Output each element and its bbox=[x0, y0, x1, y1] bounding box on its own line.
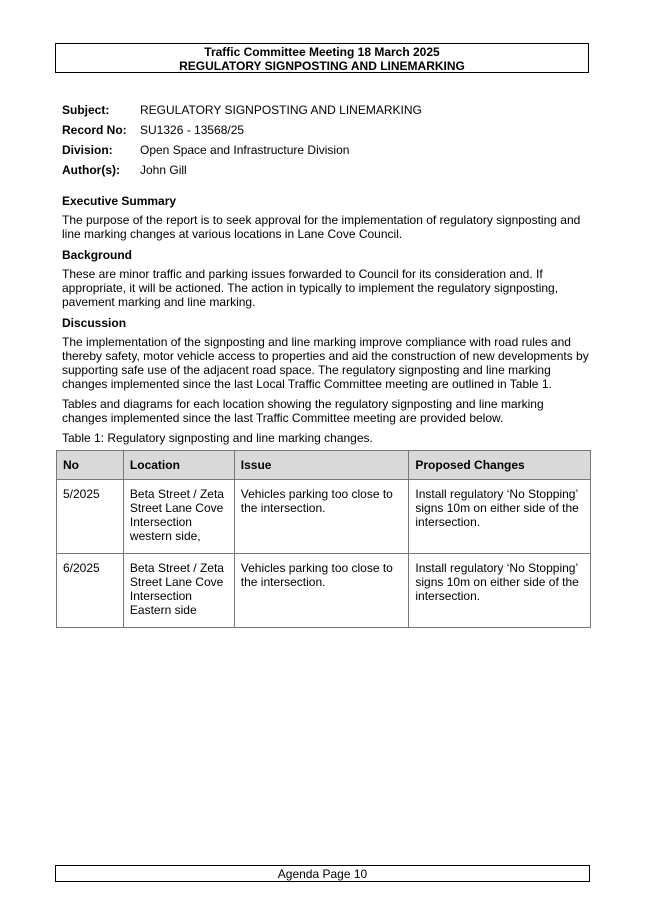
meta-value: John Gill bbox=[140, 163, 187, 177]
meta-label: Division: bbox=[62, 143, 113, 157]
cell-location: Beta Street / Zeta Street Lane Cove Intersection western side, bbox=[123, 480, 234, 554]
changes-table bbox=[56, 450, 591, 628]
meta-row-record bbox=[62, 122, 582, 142]
column-header-no: No bbox=[57, 451, 124, 480]
header-meeting-title: Traffic Committee Meeting 18 March 2025 bbox=[204, 45, 440, 59]
table-caption: Table 1: Regulatory signposting and line marking changes. bbox=[62, 431, 373, 445]
discussion-text-2: Tables and diagrams for each location showing the regulatory signposting and line marking changes implemented since the last Traffic Committee meeting are provided below. bbox=[62, 397, 544, 425]
meta-row-author bbox=[62, 162, 582, 182]
background-text: These are minor traffic and parking issues forwarded to Council for its consideration and. If appropriate, it will be actioned. The action in typically to implement the regulatory signposting, pavement marking and line marking. bbox=[62, 267, 559, 309]
page-number-label: Agenda Page 10 bbox=[277, 867, 368, 881]
cell-no: 6/2025 bbox=[57, 554, 124, 628]
executive-summary-text: The purpose of the report is to seek approval for the implementation of regulatory signposting and line marking changes at various locations in Lane Cove Council. bbox=[62, 213, 581, 241]
meta-label: Author(s): bbox=[62, 163, 120, 177]
page-footer bbox=[55, 865, 590, 882]
cell-issue: Vehicles parking too close to the intersection. bbox=[234, 480, 409, 554]
discussion-text-1: The implementation of the signposting and line marking improve compliance with road rules and thereby safety, motor vehicle access to properties and aid the construction of new developments by supporting safe use of the adjacent road space. The regulatory signposting and line marking changes implemented since the last Local Traffic Committee meeting are outlined in Table 1. bbox=[62, 335, 589, 391]
cell-location: Beta Street / Zeta Street Lane Cove Intersection Eastern side bbox=[123, 554, 234, 628]
meta-value: SU1326 - 13568/25 bbox=[140, 123, 245, 137]
cell-proposed-changes: Install regulatory ‘No Stopping’ signs 10m on either side of the intersection. bbox=[409, 480, 591, 554]
report-metadata bbox=[62, 102, 582, 182]
cell-no: 5/2025 bbox=[57, 480, 124, 554]
page-header bbox=[55, 43, 589, 73]
cell-proposed-changes: Install regulatory ‘No Stopping’ signs 10m on either side of the intersection. bbox=[409, 554, 591, 628]
table-header-row bbox=[57, 451, 591, 480]
column-header-proposed-changes: Proposed Changes bbox=[409, 451, 591, 480]
discussion-heading: Discussion bbox=[62, 316, 127, 330]
meta-row-division bbox=[62, 142, 582, 162]
meta-label: Subject: bbox=[62, 103, 110, 117]
meta-label: Record No: bbox=[62, 123, 127, 137]
column-header-issue: Issue bbox=[234, 451, 409, 480]
table-row bbox=[57, 480, 591, 554]
report-body bbox=[62, 193, 590, 449]
background-heading: Background bbox=[62, 248, 133, 262]
header-report-title: REGULATORY SIGNPOSTING AND LINEMARKING bbox=[179, 59, 465, 73]
meta-value: Open Space and Infrastructure Division bbox=[140, 143, 350, 157]
cell-issue: Vehicles parking too close to the intersection. bbox=[234, 554, 409, 628]
table-row bbox=[57, 554, 591, 628]
meta-value: REGULATORY SIGNPOSTING AND LINEMARKING bbox=[140, 103, 422, 117]
executive-summary-heading: Executive Summary bbox=[62, 194, 177, 208]
column-header-location: Location bbox=[123, 451, 234, 480]
meta-row-subject bbox=[62, 102, 582, 122]
